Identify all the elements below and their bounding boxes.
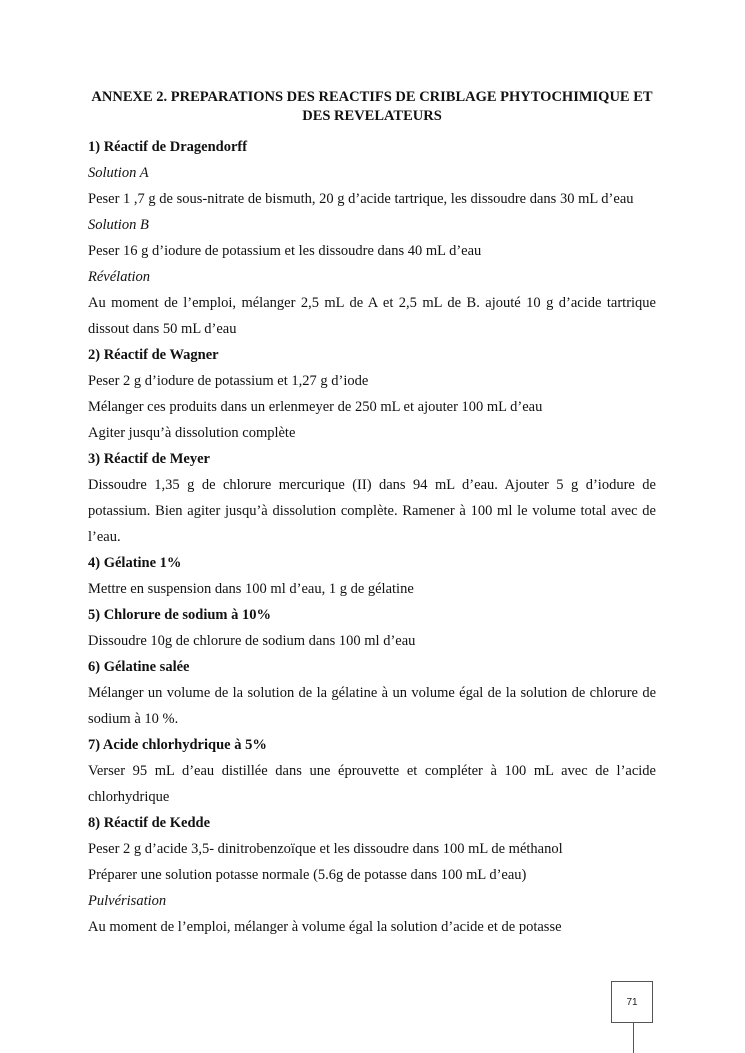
- section-heading-meyer: 3) Réactif de Meyer: [88, 451, 210, 467]
- paragraph-meyer: Dissoudre 1,35 g de chlorure mercurique (II) dans 94 mL d’eau. Ajouter 5 g d’iodure de potassium. Bien agiter jusqu’à dissolution complète. Ramener à 100 ml le volume total avec de l’eau.: [88, 477, 656, 545]
- section-heading-kedde: 8) Réactif de Kedde: [88, 815, 211, 831]
- paragraph-wagner-2: Mélanger ces produits dans un erlenmeyer de 250 mL et ajouter 100 mL d’eau: [88, 399, 543, 415]
- paragraph-kedde-1: Peser 2 g d’acide 3,5- dinitrobenzoïque et les dissoudre dans 100 mL de méthanol: [88, 841, 563, 857]
- paragraph-acide-chlorhydrique: Verser 95 mL d’eau distillée dans une éprouvette et compléter à 100 mL avec de l’acide chlorhydrique: [88, 763, 656, 805]
- page-number-divider: [633, 1023, 634, 1053]
- paragraph-chlorure-sodium: Dissoudre 10g de chlorure de sodium dans 100 ml d’eau: [88, 633, 416, 649]
- paragraph-gelatine: Mettre en suspension dans 100 ml d’eau, 1 g de gélatine: [88, 581, 414, 597]
- page-number: 71: [611, 981, 653, 1023]
- subheading-solution-b: Solution B: [88, 217, 149, 233]
- section-heading-gelatine-salee: 6) Gélatine salée: [88, 659, 190, 675]
- section-heading-dragendorff: 1) Réactif de Dragendorff: [88, 139, 248, 155]
- section-heading-wagner: 2) Réactif de Wagner: [88, 347, 219, 363]
- section-heading-chlorure-sodium: 5) Chlorure de sodium à 10%: [88, 607, 272, 623]
- subheading-revelation: Révélation: [88, 269, 151, 285]
- paragraph-pulverisation: Au moment de l’emploi, mélanger à volume égal la solution d’acide et de potasse: [88, 919, 562, 935]
- subheading-solution-a: Solution A: [88, 165, 149, 181]
- paragraph-wagner-1: Peser 2 g d’iodure de potassium et 1,27 g d’iode: [88, 373, 369, 389]
- paragraph-gelatine-salee: Mélanger un volume de la solution de la gélatine à un volume égal de la solution de chlorure de sodium à 10 %.: [88, 685, 656, 727]
- paragraph-wagner-3: Agiter jusqu’à dissolution complète: [88, 425, 296, 441]
- paragraph-solution-a: Peser 1 ,7 g de sous-nitrate de bismuth, 20 g d’acide tartrique, les dissoudre dans 30 mL d’eau: [88, 191, 634, 207]
- subheading-pulverisation: Pulvérisation: [88, 893, 167, 909]
- paragraph-revelation: Au moment de l’emploi, mélanger 2,5 mL de A et 2,5 mL de B. ajouté 10 g d’acide tartrique dissout dans 50 mL d’eau: [88, 295, 656, 337]
- page-title: ANNEXE 2. PREPARATIONS DES REACTIFS DE CRIBLAGE PHYTOCHIMIQUE ET DES REVELATEURS: [91, 89, 653, 124]
- paragraph-kedde-2: Préparer une solution potasse normale (5.6g de potasse dans 100 mL d’eau): [88, 867, 527, 883]
- section-heading-acide-chlorhydrique: 7) Acide chlorhydrique à 5%: [88, 737, 267, 753]
- section-heading-gelatine: 4) Gélatine 1%: [88, 555, 182, 571]
- document-body: [88, 134, 656, 940]
- paragraph-solution-b: Peser 16 g d’iodure de potassium et les dissoudre dans 40 mL d’eau: [88, 243, 482, 259]
